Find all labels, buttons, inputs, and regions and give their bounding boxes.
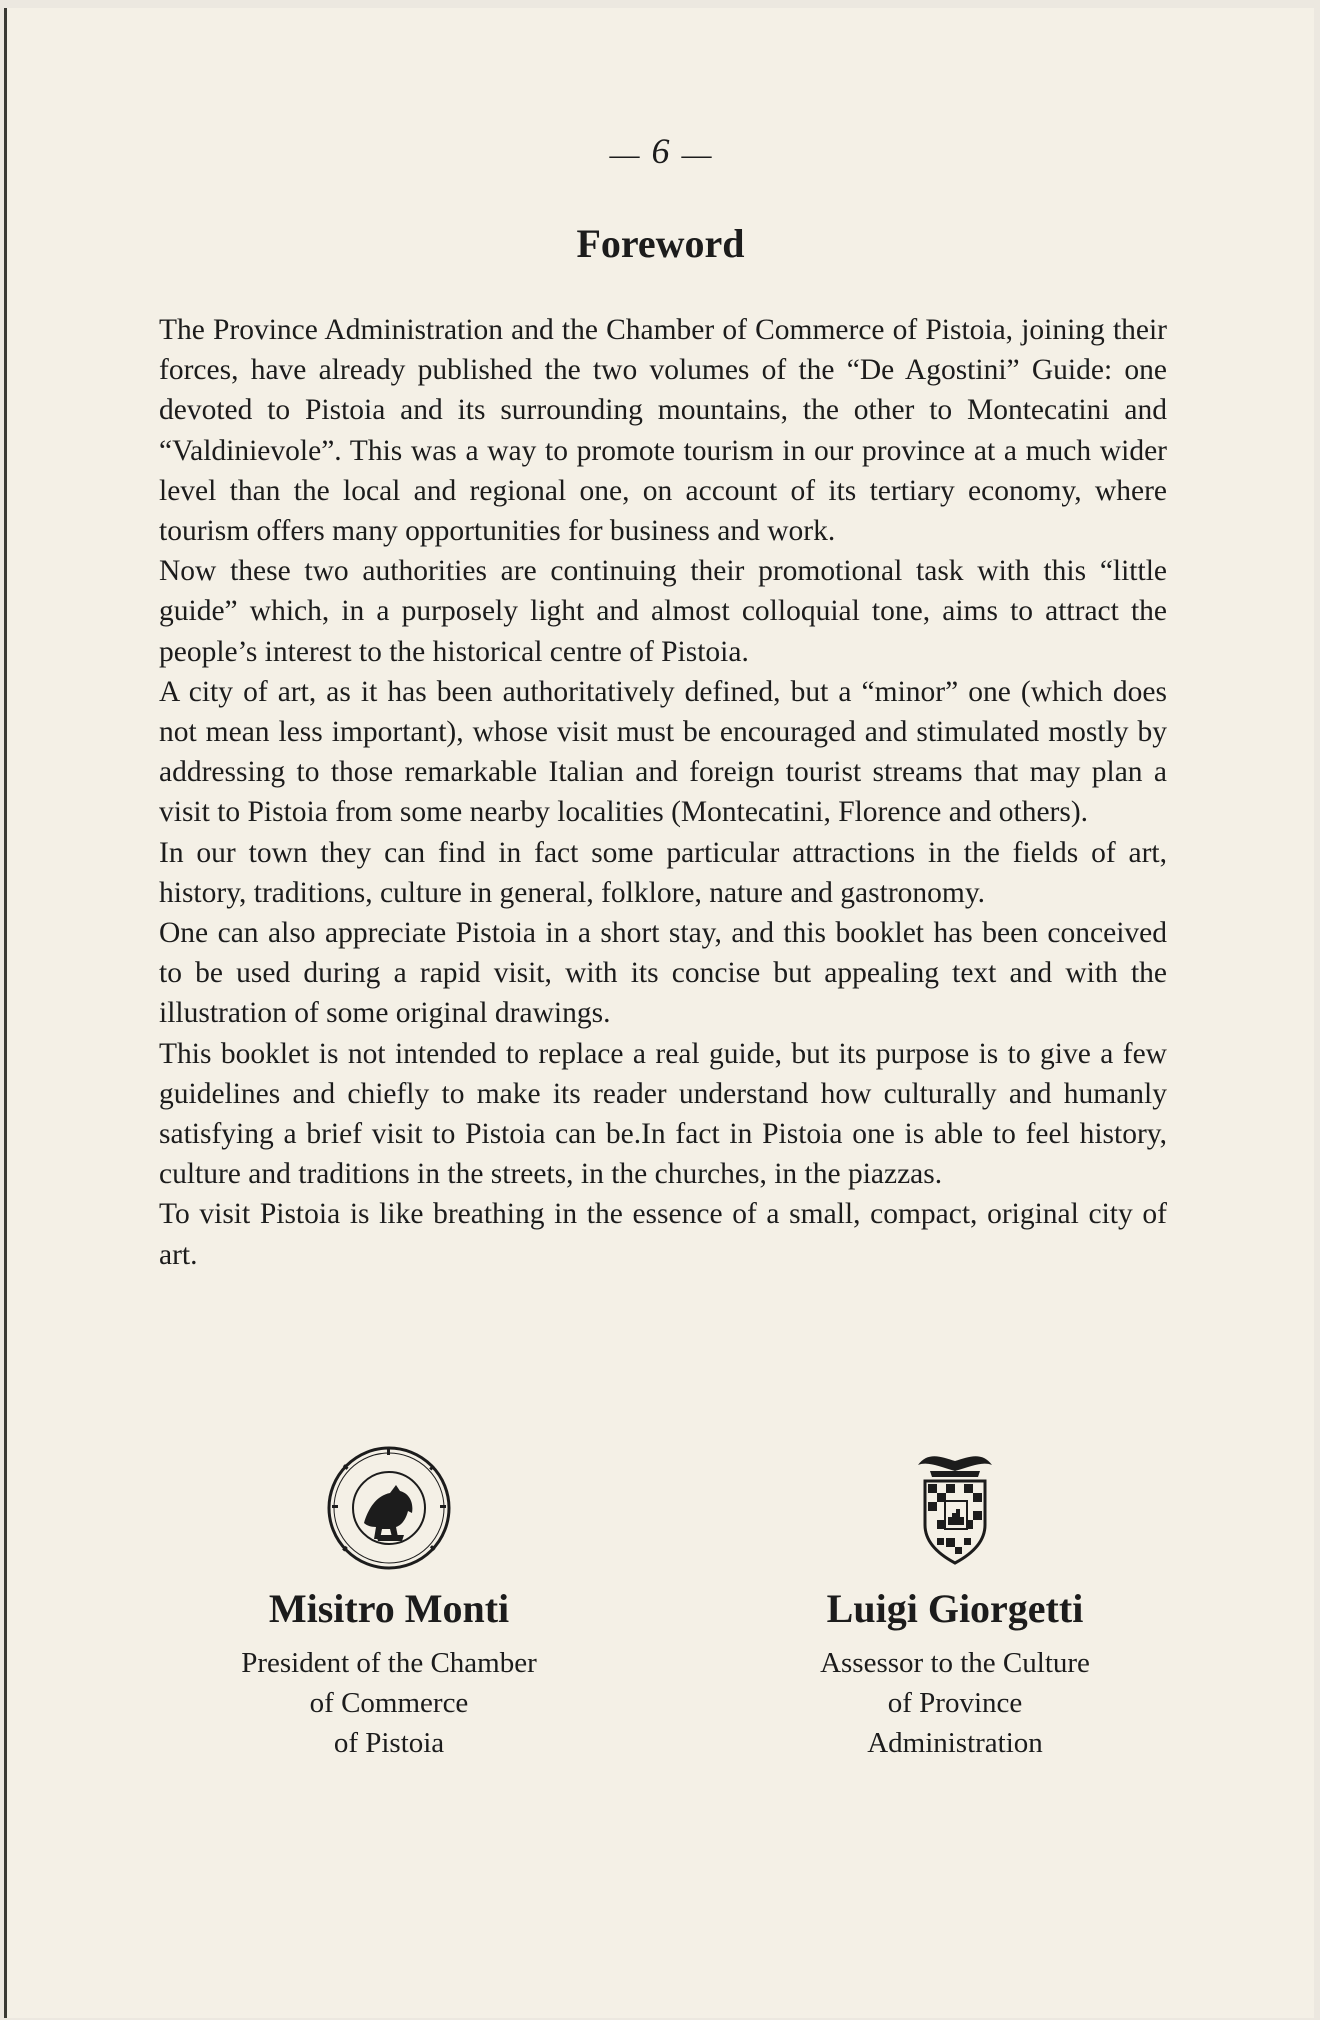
chamber-of-commerce-seal-icon — [324, 1443, 454, 1573]
province-coat-of-arms-icon — [890, 1443, 1020, 1573]
page-number-dash-right: — — [681, 137, 712, 171]
role-line: of Province — [887, 1687, 1023, 1719]
role-line: President of the Chamber — [241, 1647, 537, 1679]
page-number-dash-left: — — [609, 137, 640, 171]
foreword-body — [159, 310, 1167, 1275]
role-line: Administration — [867, 1727, 1043, 1759]
signatory-role — [149, 1643, 629, 1763]
paragraph: A city of art, as it has been authoritatively defined, but a “minor” one (which does not mean less important), whose visit must be encouraged and stimulated mostly by addressing to those remarkable Italian and foreign tourist streams that may plan a visit to Pistoia from some nearby localities (Montecatini, Florence and others). — [159, 675, 1167, 829]
page-number-value: 6 — [651, 131, 670, 171]
paragraph: The Province Administration and the Chamber of Commerce of Pistoia, joining their forces, have already published the two volumes of the “De Agostini” Guide: one devoted to Pistoia and its surrounding mountains, the other to Montecatini and “Valdinievole”. This was a way to promote tourism in our province at a much wider level than the local and regional one, on account of its tertiary economy, where tourism offers many opportunities for business and work. — [159, 314, 1167, 548]
signatory-name: Misitro Monti — [268, 1586, 510, 1631]
role-line: of Commerce — [309, 1687, 469, 1719]
signatory-name: Luigi Giorgetti — [826, 1586, 1084, 1631]
document-page — [4, 8, 1314, 2018]
signatory-role — [715, 1643, 1195, 1763]
page-number — [7, 130, 1314, 172]
page-title: Foreword — [576, 221, 745, 266]
signature-block-right — [715, 1443, 1195, 1763]
paragraph: To visit Pistoia is like breathing in the essence of a small, compact, original city of art. — [159, 1198, 1167, 1271]
paragraph: Now these two authorities are continuing their promotional task with this “little guide” which, in a purposely light and almost colloquial tone, aims to attract the people’s interest to the historical centre of Pistoia. — [159, 555, 1167, 668]
role-line: of Pistoia — [333, 1727, 445, 1759]
paragraph: In our town they can find in fact some particular attractions in the fields of art, history, traditions, culture in general, folklore, nature and gastronomy. — [159, 836, 1167, 909]
paragraph: This booklet is not intended to replace a real guide, but its purpose is to give a few guidelines and chiefly to make its reader understand how culturally and humanly satisfying a brief visit to Pistoia can be.In fact in Pistoia one is able to feel history, culture and traditions in the streets, in the churches, in the piazzas. — [159, 1037, 1167, 1191]
signature-block-left — [149, 1443, 629, 1763]
role-line: Assessor to the Culture — [820, 1647, 1090, 1679]
paragraph: One can also appreciate Pistoia in a short stay, and this booklet has been conceived to be used during a rapid visit, with its concise but appealing text and with the illustration of some original drawings. — [159, 917, 1167, 1030]
